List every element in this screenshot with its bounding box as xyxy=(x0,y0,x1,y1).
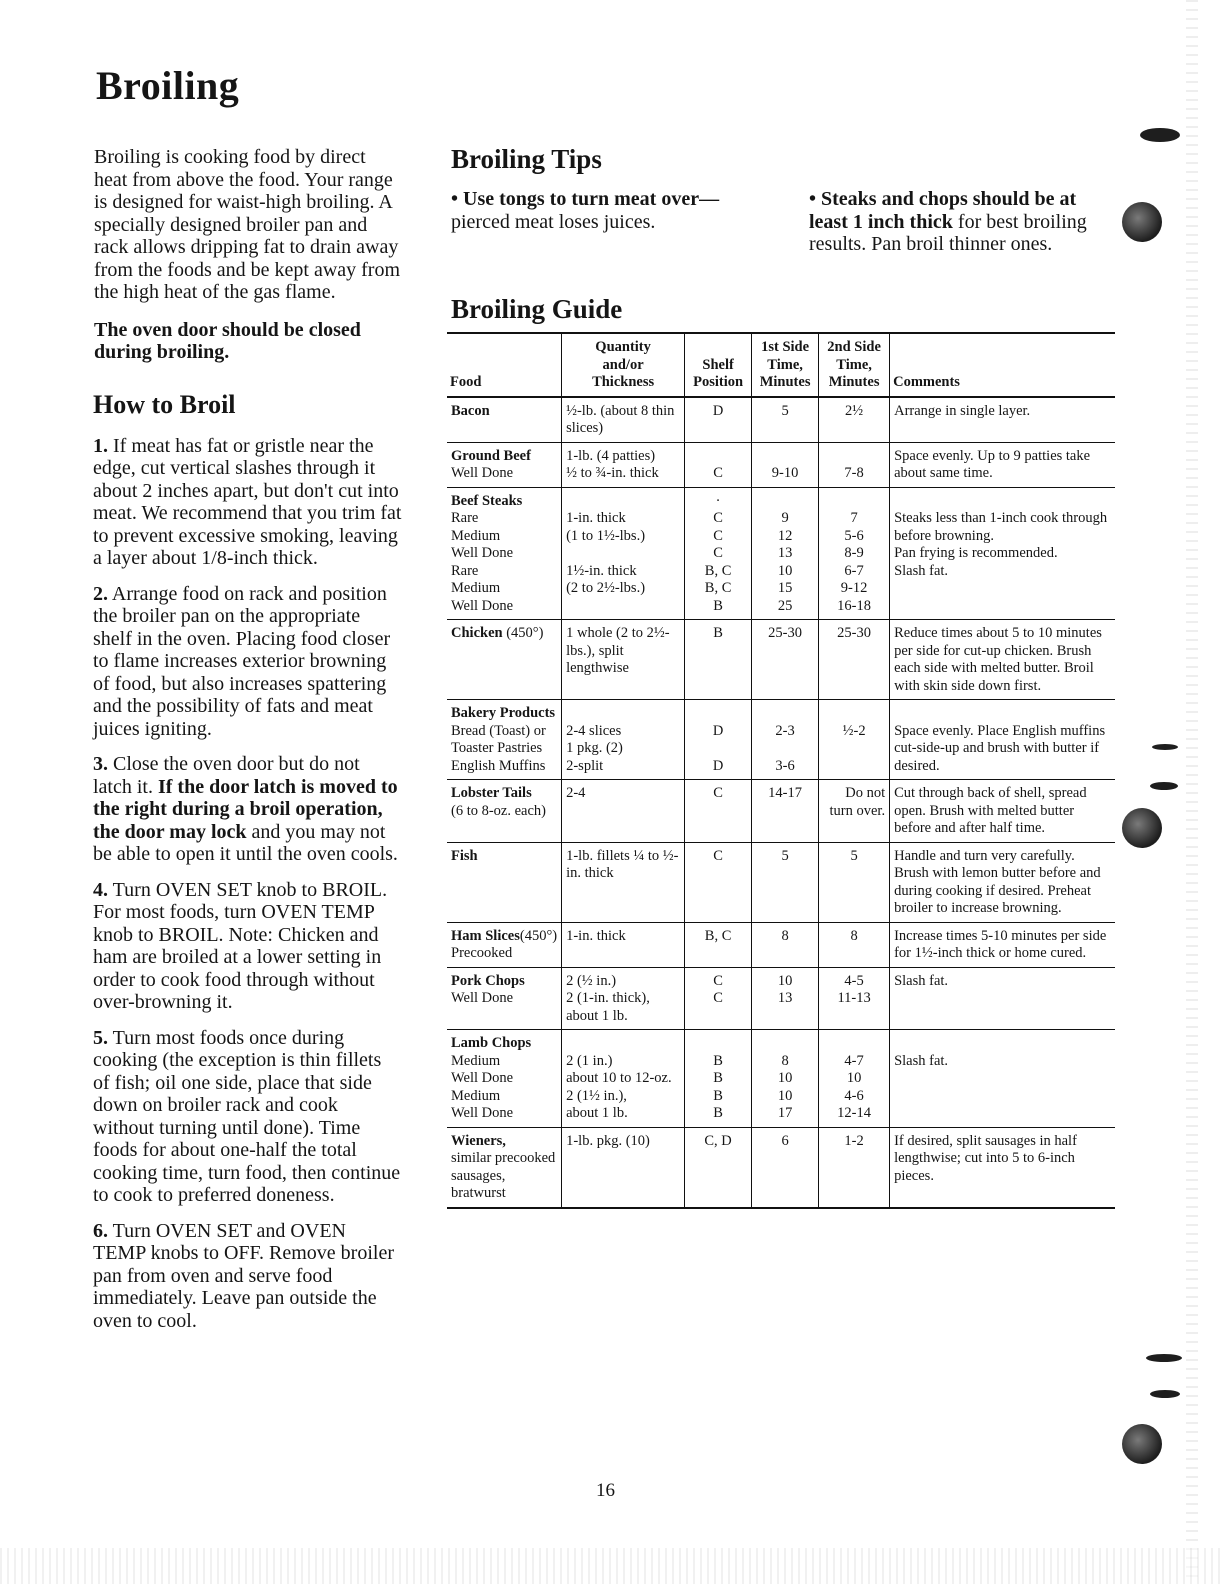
col-second-side: 2nd Side Time, Minutes xyxy=(819,333,890,397)
tip-thickness: • Steaks and chops should be at least 1 inch thick for best broiling results. Pan broil thinner ones. xyxy=(809,188,1087,255)
step-5: 5. Turn most foods once during cooking (the exception is thin fillets of fish; oil one side, place that side down on broiler rack and cook without turning until done). Time foods for about one-half the total cooking time, turn food, then continue to cook to preferred doneness. xyxy=(93,1026,401,1206)
step-4: 4. Turn OVEN SET knob to BROIL. For most foods, turn OVEN TEMP knob to BROIL. Note: Chicken and ham are broiled at a lower setting in order to cook food through without over-browning it. xyxy=(93,878,388,1013)
step-1: 1. If meat has fat or gristle near the edge, cut vertical slashes through it about 2 inches apart, but don't cut into meat. We recommend that you trim fat to prevent excessive smoking, leaving a layer about 1/8-inch thick. xyxy=(93,434,402,569)
col-comments: Comments xyxy=(890,333,1115,397)
broiling-tips-heading: Broiling Tips xyxy=(451,144,602,174)
table-row-ham: Ham Slices(450°) Precooked 1-in. thick B, C 8 8 Increase times 5-10 minutes per side for 1½-inch thick or home cured. xyxy=(447,922,1115,967)
col-food: Food xyxy=(450,374,482,390)
table-row-lobster: Lobster Tails (6 to 8-oz. each) 2-4 C 14-17 Do not turn over. Cut through back of shell, spread open. Brush with melted butter before and after half time. xyxy=(447,780,1115,843)
binder-mark-icon xyxy=(1150,782,1178,790)
table-row-pork: Pork Chops Well Done 2 (½ in.) 2 (1-in. thick), about 1 lb. C C 10 13 4-5 11-13 Slash fat. xyxy=(447,967,1115,1030)
broiling-guide-table xyxy=(447,332,1115,1209)
broiling-guide-heading: Broiling Guide xyxy=(451,293,623,324)
scan-edge-bottom xyxy=(0,1548,1224,1584)
binder-hole-icon xyxy=(1122,1424,1162,1464)
table-row-ground-beef: Ground Beef Well Done 1-lb. (4 patties) ½ to ¾-in. thick C 9-10 7-8 Space evenly. Up to 9 patties take about same time. xyxy=(447,442,1115,487)
step-2: 2. Arrange food on rack and position the broiler pan on the appropriate shelf in the oven. Placing food closer to flame increases exterior browning of food, but also increases spattering and the possibility of fats and meat juices igniting. xyxy=(93,582,391,740)
page-title: Broiling xyxy=(96,63,240,108)
right-column xyxy=(451,142,1115,326)
table-row-fish: Fish 1-lb. fillets ¼ to ½-in. thick C 5 5 Handle and turn very carefully. Brush with lemon butter before and during cooking if desired. Preheat broiler to increase browning. xyxy=(447,842,1115,922)
table-row-bakery: Bakery Products Bread (Toast) or Toaster Pastries English Muffins 2-4 slices 1 pkg. (2) 2-split D D 2-3 3-6 ½-2 Space evenly. Place English muffins cut-side-up and brush with butter if desired. xyxy=(447,700,1115,780)
how-to-broil-heading: How to Broil xyxy=(93,389,236,419)
door-warning: The oven door should be closed during broiling. xyxy=(94,318,361,363)
table-row-bacon: Bacon ½-lb. (about 8 thin slices) D 5 2½ Arrange in single layer. xyxy=(447,397,1115,443)
table-row-chicken: Chicken (450°) 1 whole (2 to 2½-lbs.), split lengthwise B 25-30 25-30 Reduce times about 5 to 10 minutes per side for cut-up chicken. Brush each side with melted butter. Broil with skin side down first. xyxy=(447,620,1115,700)
binder-hole-icon xyxy=(1122,202,1162,242)
table-row-lamb: Lamb Chops Medium Well Done Medium Well Done 2 (1 in.) about 10 to 12-oz. 2 (1½ in.), about 1 lb. B B B B 8 10 10 17 4-7 10 4-6 12-14 Slash fat. xyxy=(447,1030,1115,1128)
table-row-wieners: Wieners, similar precooked sausages, bratwurst 1-lb. pkg. (10) C, D 6 1-2 If desired, split sausages in half lengthwise; cut into 5 to 6-inch pieces. xyxy=(447,1127,1115,1208)
tip-tongs: • Use tongs to turn meat over— pierced meat loses juices. xyxy=(451,188,720,233)
col-first-side: 1st Side Time, Minutes xyxy=(752,333,819,397)
door-lock-warning: If the door latch is moved to the right during a broil operation, the door may lock xyxy=(93,775,398,843)
binder-hole-icon xyxy=(1122,808,1162,848)
step-3: 3. Close the oven door but do not latch it. If the door latch is moved to the right during a broil operation, the door may lock and you may not be able to open it until the oven cools. xyxy=(93,753,398,865)
bullet-icon: • xyxy=(451,188,459,210)
table-header-row xyxy=(447,333,1115,397)
scan-edge-right xyxy=(1186,0,1198,1584)
tips-row xyxy=(451,188,1115,256)
col-quantity: Quantity and/or Thickness xyxy=(562,333,685,397)
bullet-icon: • xyxy=(809,188,817,210)
steps-list xyxy=(84,435,402,1333)
binder-mark-icon xyxy=(1140,128,1180,142)
left-column xyxy=(84,146,402,1345)
binder-mark-icon xyxy=(1150,1390,1180,1398)
binder-mark-icon xyxy=(1152,744,1178,750)
page-number: 16 xyxy=(596,1480,615,1501)
col-shelf: Shelf Position xyxy=(685,333,752,397)
table-row-beef-steaks: Beef Steaks Rare Medium Well Done Rare Medium Well Done 1-in. thick (1 to 1½-lbs.) 1½-in. thick (2 to 2½-lbs.) · C C C B, C B, C B 9 12 13 10 15 25 7 5-6 8-9 6-7 9-12 16-18 Steaks less than 1-inch cook through before browning. Pan frying is recommended. Slash fat. xyxy=(447,487,1115,620)
step-6: 6. Turn OVEN SET and OVEN TEMP knobs to OFF. Remove broiler pan from oven and serve food immediately. Leave pan outside the oven to cool. xyxy=(93,1219,394,1332)
intro-paragraph: Broiling is cooking food by direct heat from above the food. Your range is designed for waist-high broiling. A specially designed broiler pan and rack allows dripping fat to drain away from the foods and be kept away from the high heat of the gas flame. xyxy=(94,146,401,303)
binder-mark-icon xyxy=(1146,1354,1182,1362)
